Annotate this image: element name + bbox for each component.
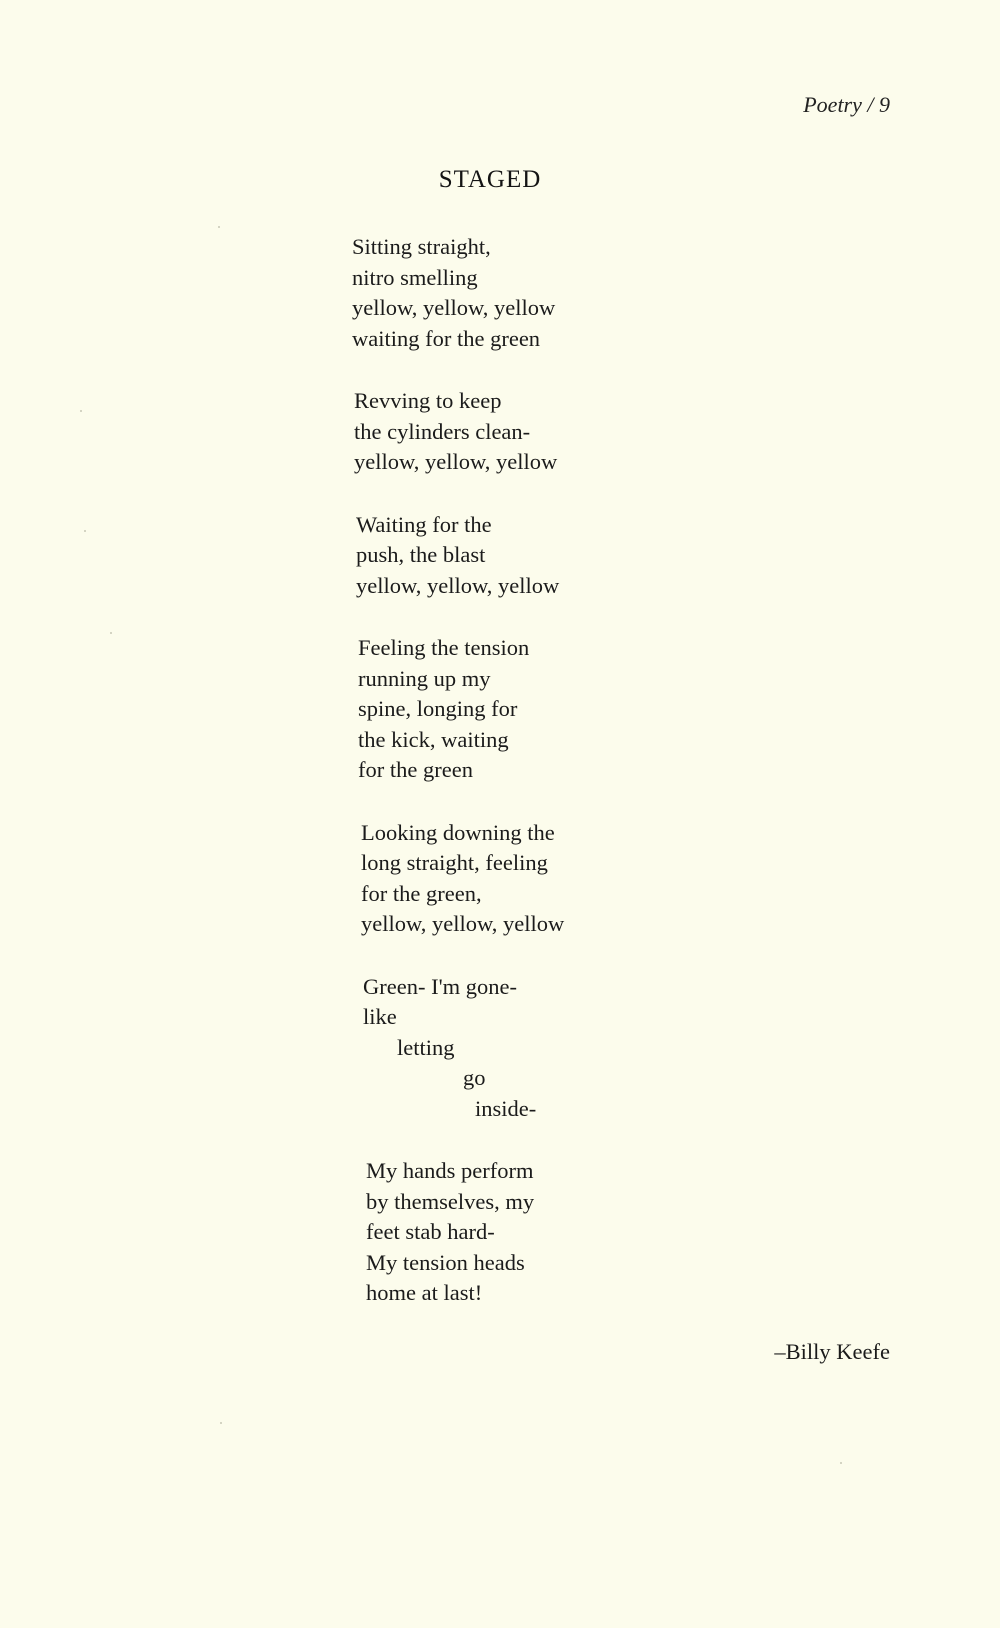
poem-line: Revving to keep	[354, 388, 502, 413]
poem-line: the cylinders clean-	[354, 418, 531, 444]
stanza-4	[352, 633, 712, 786]
poem-line: nitro smelling	[352, 264, 478, 290]
paper-speck	[218, 226, 220, 228]
paper-speck	[84, 530, 86, 532]
poem-line: feet stab hard-	[366, 1219, 495, 1244]
poem-line: My tension heads	[366, 1249, 525, 1275]
poem-line: yellow, yellow, yellow	[356, 572, 560, 598]
poem-line: for the green,	[361, 880, 482, 906]
poem-line: for the green	[358, 757, 473, 782]
poem-line: letting	[397, 1034, 455, 1060]
poem-line: Sitting straight,	[352, 234, 491, 259]
poem-line: running up my	[358, 665, 491, 691]
poem-line: Waiting for the	[356, 511, 492, 537]
poem-line: yellow, yellow, yellow	[352, 295, 556, 320]
poem-line: Looking downing the	[361, 819, 555, 845]
poem-line: like	[363, 1004, 397, 1029]
poem-title: STAGED	[438, 166, 542, 193]
stanza-7	[352, 1156, 712, 1309]
stanza-5	[352, 818, 712, 940]
paper-speck	[220, 1422, 222, 1424]
running-head: Poetry / 9	[803, 92, 890, 117]
poem-line: yellow, yellow, yellow	[361, 911, 565, 936]
poem-line: long straight, feeling	[361, 850, 548, 875]
poem-line: yellow, yellow, yellow	[354, 449, 558, 474]
poem-line: go	[463, 1065, 486, 1090]
stanza-3	[352, 510, 712, 602]
poem-line: the kick, waiting	[358, 726, 509, 752]
stanza-2	[352, 386, 712, 478]
poem-author: –Billy Keefe	[774, 1339, 890, 1364]
stanza-1	[352, 232, 712, 354]
paper-speck	[80, 410, 82, 412]
poem-line: waiting for the green	[352, 325, 541, 351]
poem-line: by themselves, my	[366, 1188, 535, 1214]
poem-line: inside-	[475, 1095, 537, 1121]
poem-body	[352, 232, 712, 1341]
stanza-6	[352, 972, 712, 1125]
poem-line: Green- I'm gone-	[363, 973, 517, 999]
poem-line: spine, longing for	[358, 696, 518, 721]
poem-line: home at last!	[366, 1280, 483, 1305]
poem-line: push, the blast	[356, 542, 486, 567]
paper-speck	[840, 1462, 842, 1464]
poem-line: My hands perform	[366, 1158, 534, 1183]
poem-line: Feeling the tension	[358, 635, 530, 660]
paper-speck	[110, 632, 112, 634]
